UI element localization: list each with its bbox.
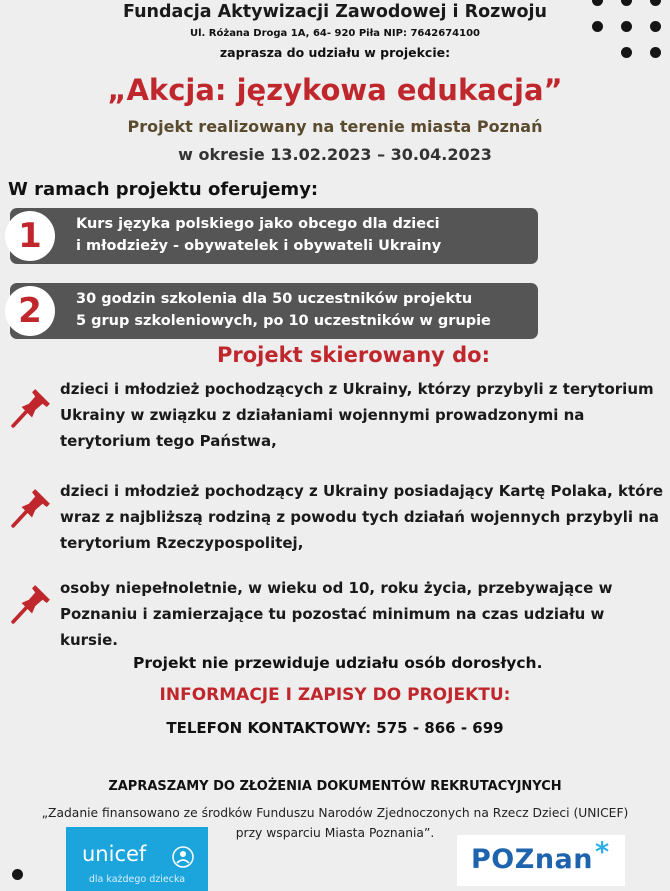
offer-number-badge: 2 (5, 286, 55, 336)
contact-phone: TELEFON KONTAKTOWY: 575 - 866 - 699 (166, 719, 504, 737)
offer-item-line: 30 godzin szkolenia dla 50 uczestników projektu (76, 291, 473, 307)
target-bullet-text: dzieci i młodzież pochodzący z Ukrainy posiadający Kartę Polaka, które wraz z najbliższą rodziną z powodu tych działań wojennych przybyli na terytorium Rzeczypospolitej, (60, 482, 664, 552)
pushpin-icon (10, 487, 52, 529)
offer-item-text (76, 213, 441, 257)
invite-line: zaprasza do udziału w projekcie: (219, 45, 451, 60)
unicef-tagline: dla każdego dziecka (88, 874, 186, 885)
offer-item-text (76, 288, 491, 332)
poznan-logo (457, 835, 625, 886)
unicef-logo-word: unicef (82, 842, 147, 866)
pushpin-icon (10, 583, 52, 625)
no-adults-note: Projekt nie przewiduje udziału osób dorosłych. (133, 654, 543, 672)
target-bullet-text: dzieci i młodzież pochodzących z Ukrainy, którzy przybyli z terytorium Ukrainy w związku z działaniami wojennymi prowadzonymi na terytorium tego Państwa, (60, 380, 654, 450)
decor-dot (12, 869, 23, 880)
organization-name: Fundacja Aktywizacji Zawodowej i Rozwoju (123, 2, 547, 22)
target-heading: Projekt skierowany do: (217, 343, 490, 367)
offer-item-1 (10, 208, 538, 264)
organization-address: Ul. Różana Droga 1A, 64- 920 Piła NIP: 7642674100 (189, 28, 481, 39)
pushpin-icon (10, 387, 52, 429)
offer-item-line: 5 grup szkoleniowych, po 10 uczestników w grupie (76, 313, 491, 329)
offer-item-line: i młodzieży - obywatelek i obywateli Ukrainy (76, 238, 442, 254)
offer-number-badge: 1 (5, 211, 55, 261)
offer-heading: W ramach projektu oferujemy: (8, 179, 319, 200)
funding-note-line: przy wsparciu Miasta Poznania”. (235, 826, 435, 840)
project-title: „Akcja: językowa edukacja” (107, 73, 563, 107)
poznan-logo-word: POZnan (471, 844, 593, 875)
info-heading: INFORMACJE I ZAPISY DO PROJEKTU: (159, 685, 511, 705)
offer-item-line: Kurs języka polskiego jako obcego dla dzieci (76, 216, 440, 232)
offer-item-2 (10, 283, 538, 339)
project-period: w okresie 13.02.2023 – 30.04.2023 (178, 145, 492, 164)
unicef-emblem-icon (171, 845, 195, 869)
funding-note-line: „Zadanie finansowano ze środków Funduszu Narodów Zjednoczonych na Rzecz Dzieci (UNICEF) (41, 806, 629, 820)
target-bullet-text: osoby niepełnoletnie, w wieku od 10, roku życia, przebywające w Poznaniu i zamierzające tu pozostać minimum na czas udziału w kursie. (60, 579, 613, 649)
poznan-star-icon: * (595, 837, 610, 868)
recruitment-invite: ZAPRASZAMY DO ZŁOŻENIA DOKUMENTÓW REKRUTACYJNYCH (108, 779, 562, 794)
unicef-logo (66, 827, 208, 891)
project-area: Projekt realizowany na terenie miasta Poznań (127, 117, 543, 136)
